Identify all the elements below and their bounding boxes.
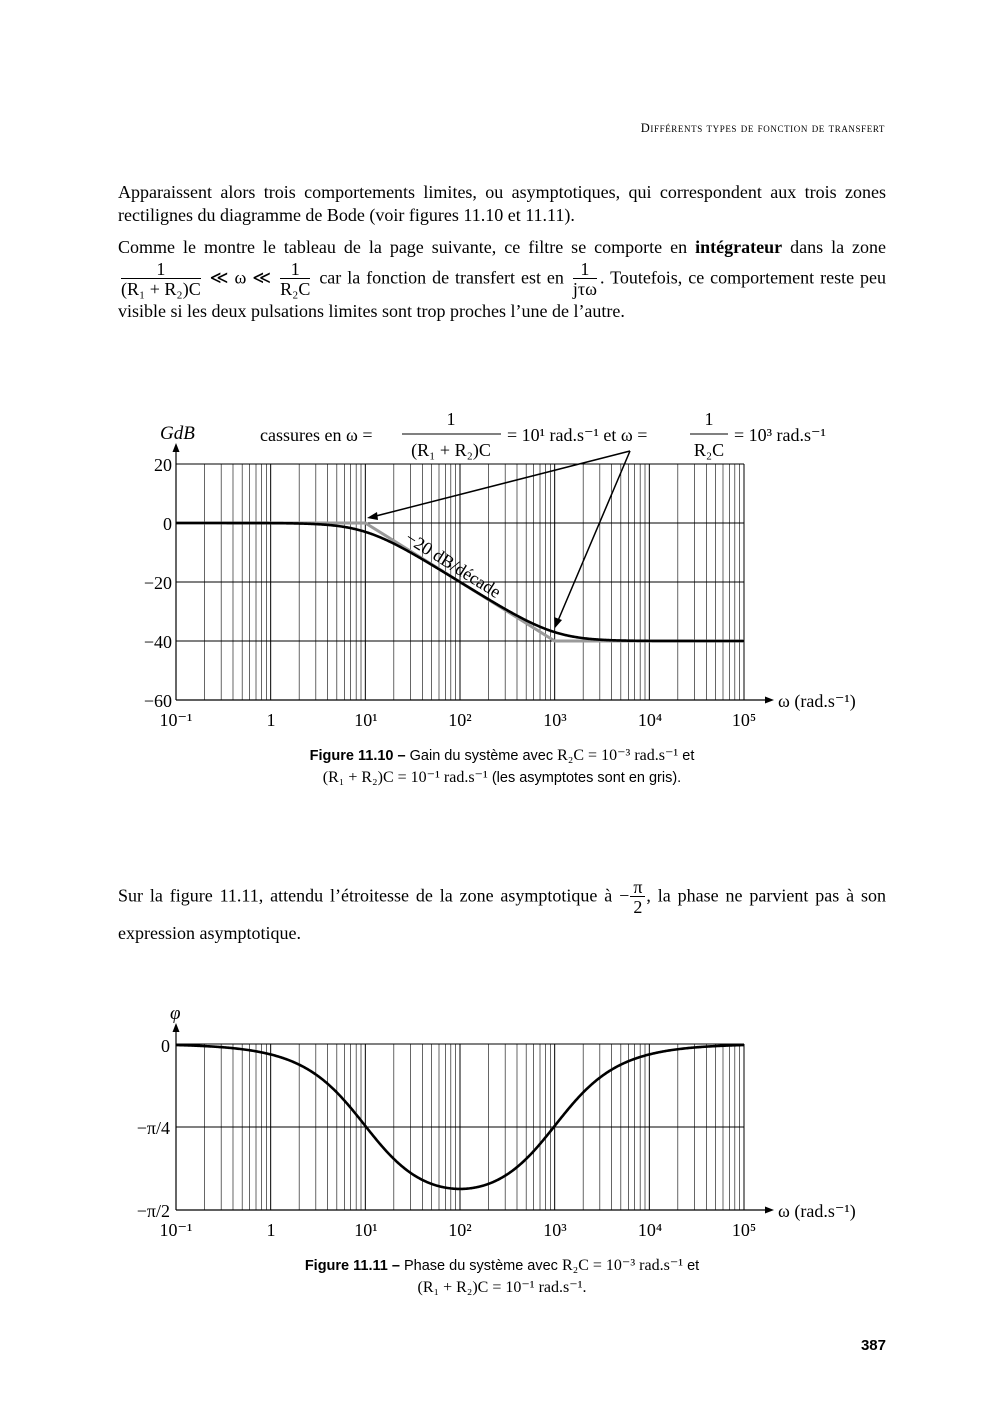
y-tick: −20	[143, 573, 172, 593]
annotation-arrow-2	[557, 451, 630, 623]
fraction-denominator: jτω	[572, 279, 597, 299]
caption-math: (R₁ + R₂)C = 10⁻¹ rad.s⁻¹	[322, 769, 488, 786]
fraction-lower-cutoff	[121, 260, 201, 299]
para2-end: . Toutefois, ce comportement reste peu visible si les deux pulsations limites sont trop proches l’une de l’autre.	[118, 267, 887, 321]
annotation-prefix: cassures en ω =	[260, 425, 373, 445]
slope-label: −20 dB/décade	[401, 527, 505, 602]
x-tick: 10⁴	[637, 1220, 663, 1240]
gain-x-axis-arrow-icon	[765, 697, 774, 704]
x-tick: 10³	[543, 710, 567, 730]
caption-line-2	[0, 1277, 1004, 1299]
fraction-numerator: 1	[121, 260, 201, 279]
gain-x-ticks	[160, 710, 757, 730]
caption-dash: –	[397, 748, 406, 764]
caption-text: (les asymptotes sont en gris).	[491, 770, 682, 786]
x-tick: 10³	[543, 1220, 567, 1240]
x-tick: 1	[266, 710, 276, 730]
x-tick: 10¹	[354, 710, 378, 730]
phase-y-axis-arrow-icon	[173, 1023, 180, 1032]
x-tick: 1	[266, 1220, 276, 1240]
x-tick: 10²	[448, 710, 472, 730]
y-tick: −π/2	[136, 1201, 170, 1221]
caption-line-2	[0, 767, 1004, 789]
fraction-denominator: R₂C	[280, 279, 311, 299]
fraction-numerator: π	[630, 878, 645, 897]
fraction-upper-cutoff	[280, 260, 310, 299]
para2-start: Comme le montre le tableau de la page suivante, ce filtre se comporte en	[118, 237, 688, 257]
para2-bold-term: intégrateur	[695, 237, 783, 257]
caption-label: Figure 11.10	[309, 748, 394, 764]
y-tick: 0	[163, 514, 172, 534]
x-tick: 10⁻¹	[159, 710, 193, 730]
phase-chart	[0, 995, 1004, 1245]
phase-grid	[176, 1044, 744, 1210]
caption-line-1	[0, 1255, 1004, 1277]
y-tick: 20	[154, 455, 172, 475]
para3-start: Sur la figure 11.11, attendu l’étroitesse de la zone asymptotique à −	[118, 885, 630, 906]
figure-caption-11-10	[0, 745, 1004, 789]
para2-relation: ≪ ω ≪	[209, 267, 272, 288]
fraction-numerator: 1	[573, 260, 597, 279]
y-tick: 0	[161, 1036, 170, 1056]
phase-y-label: φ	[170, 1003, 181, 1024]
annotation-val1: = 10¹ rad.s⁻¹ et ω =	[507, 425, 648, 445]
phase-x-label: ω (rad.s⁻¹)	[778, 1201, 856, 1221]
fraction-integrator	[573, 260, 597, 299]
para2-mid: car la fonction de transfert est en	[319, 267, 564, 288]
caption-text: Phase du système avec	[403, 1258, 558, 1274]
x-tick: 10⁴	[637, 710, 663, 730]
annotation-frac1-den: (R₁ + R₂)C	[411, 440, 491, 460]
caption-math: R₂C = 10⁻³ rad.s⁻¹	[557, 747, 679, 764]
arrow-head-icon	[367, 512, 378, 520]
y-tick: −π/4	[136, 1118, 170, 1138]
page-number: 387	[860, 1337, 886, 1354]
x-tick: 10¹	[354, 1220, 378, 1240]
caption-line-1	[0, 745, 1004, 767]
x-tick: 10⁵	[731, 1220, 757, 1240]
gain-y-label: GdB	[160, 423, 195, 444]
x-tick: 10²	[448, 1220, 472, 1240]
annotation-frac1-num: 1	[446, 409, 456, 429]
caption-math: R₂C = 10⁻³ rad.s⁻¹	[561, 1257, 684, 1274]
fraction-denominator: (R₁ + R₂)C	[121, 279, 201, 299]
phase-y-ticks	[137, 1036, 170, 1221]
fraction-pi-over-2	[630, 878, 645, 917]
caption-text: et	[682, 748, 695, 764]
figure-caption-11-11	[0, 1255, 1004, 1299]
annotation-frac2-num: 1	[704, 409, 714, 429]
gain-chart	[0, 400, 1004, 740]
running-header: Différents types de fonction de transfert	[640, 121, 885, 135]
arrow-head-icon	[554, 617, 562, 628]
caption-text: Gain du système avec	[409, 748, 554, 764]
annotation-val2: = 10³ rad.s⁻¹	[734, 425, 826, 445]
para2-after-bold: dans la zone	[790, 237, 887, 257]
gain-y-axis-arrow-icon	[173, 443, 180, 452]
gain-y-ticks	[144, 455, 172, 711]
paragraph-phase	[118, 878, 886, 949]
caption-label: Figure 11.11	[304, 1258, 388, 1274]
caption-text: et	[687, 1258, 700, 1274]
paragraph-integrator	[118, 235, 886, 324]
phase-x-axis-arrow-icon	[765, 1207, 774, 1214]
fraction-denominator: 2	[633, 897, 643, 917]
y-tick: −40	[143, 632, 172, 652]
gain-x-label: ω (rad.s⁻¹)	[778, 691, 856, 711]
x-tick: 10⁵	[731, 710, 757, 730]
x-tick: 10⁻¹	[159, 1220, 193, 1240]
annotation-frac2-den: R₂C	[693, 440, 725, 460]
gain-annotation	[260, 409, 826, 461]
caption-dash: –	[391, 1258, 400, 1274]
caption-math: (R₁ + R₂)C = 10⁻¹ rad.s⁻¹.	[417, 1279, 587, 1296]
y-tick: −60	[143, 691, 172, 711]
fraction-numerator: 1	[280, 260, 310, 279]
paragraph-intro: Apparaissent alors trois comportements limites, ou asymptotiques, qui correspondent aux trois zones rectilignes du diagramme de Bode (voir figures 11.10 et 11.11).	[118, 182, 886, 225]
para3-end: , la phase ne parvient pas à son expression asymptotique.	[118, 885, 886, 943]
phase-x-ticks	[160, 1220, 757, 1240]
